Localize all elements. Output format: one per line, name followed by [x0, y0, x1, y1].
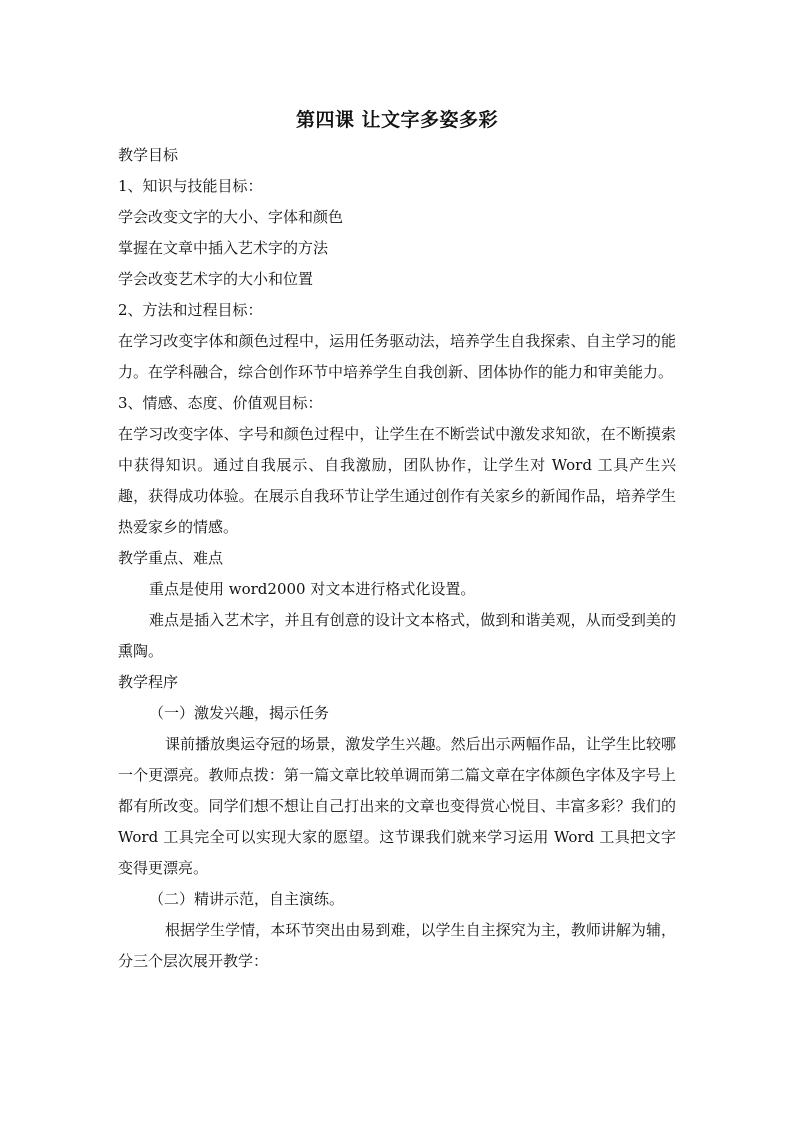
goal1-item: 学会改变文字的大小、字体和颜色 — [118, 208, 344, 226]
step2-heading: （二）精讲示范，自主演练。 — [149, 890, 345, 908]
goal2-heading: 2、方法和过程目标： — [118, 301, 263, 319]
document-title: 第四课 让文字多姿多彩 — [295, 109, 499, 131]
section-heading-key-points: 教学重点、难点 — [118, 549, 224, 567]
section-heading-procedure: 教学程序 — [118, 673, 179, 691]
section-heading-goals: 教学目标 — [118, 146, 179, 164]
goal1-heading: 1、知识与技能目标： — [118, 177, 263, 195]
step1-heading: （一）激发兴趣，揭示任务 — [149, 704, 330, 722]
goal2-paragraph: 在学习改变字体和颜色过程中，运用任务驱动法，培养学生自我探索、自主学习的能力。在学科融合，综合创作环节中培养学生自我创新、团体协作的能力和审美能力。 — [118, 332, 676, 381]
goal3-heading: 3、情感、态度、价值观目标： — [118, 394, 323, 412]
goal1-item: 学会改变艺术字的大小和位置 — [118, 270, 314, 288]
goal1-item: 掌握在文章中插入艺术字的方法 — [118, 239, 329, 257]
step2-paragraph: 根据学生学情，本环节突出由易到难，以学生自主探究为主，教师讲解为辅，分三个层次展开教学： — [118, 921, 676, 970]
step1-paragraph: 课前播放奥运夺冠的场景，激发学生兴趣。然后出示两幅作品，让学生比较哪一个更漂亮。教师点拨：第一篇文章比较单调而第二篇文章在字体颜色字体及字号上都有所改变。同学们想不想让自己打出来的文章也变得赏心悦目、丰富多彩？我们的 Word 工具完全可以实现大家的愿望。这节课我们就来学习运用 Word 工具把文字变得更漂亮。 — [118, 735, 676, 877]
document-page — [118, 100, 676, 977]
key-point-paragraph: 重点是使用 word2000 对文本进行格式化设置。 — [149, 580, 476, 598]
difficult-point-paragraph: 难点是插入艺术字，并且有创意的设计文本格式，做到和谐美观，从而受到美的熏陶。 — [118, 611, 676, 660]
goal3-paragraph: 在学习改变字体、字号和颜色过程中，让学生在不断尝试中激发求知欲，在不断摸索中获得知识。通过自我展示、自我激励，团队协作，让学生对 Word 工具产生兴趣，获得成功体验。在展示自我环节让学生通过创作有关家乡的新闻作品，培养学生热爱家乡的情感。 — [118, 425, 676, 536]
